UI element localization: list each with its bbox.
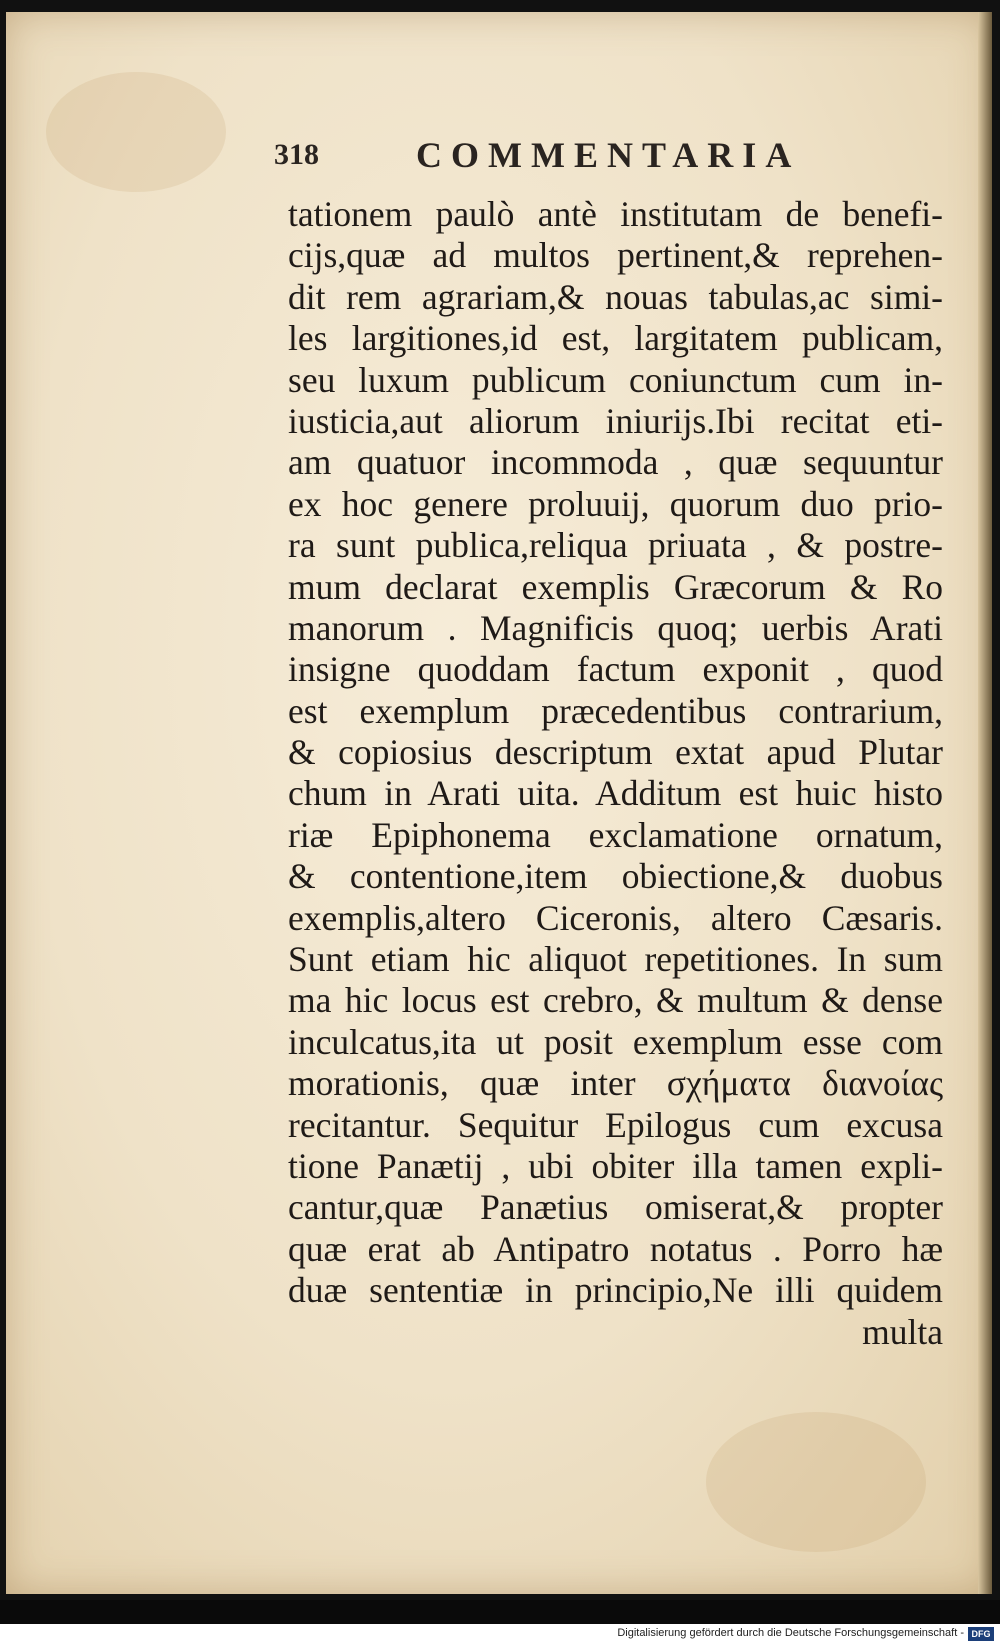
text-line: les largitiones,id est, largitatem publicam, — [288, 318, 943, 359]
text-line: manorum . Magnificis quoq; uerbis Arati — [288, 607, 943, 648]
text-line: recitantur. Sequitur Epilogus cum excusa — [288, 1104, 943, 1145]
page-header — [274, 134, 874, 174]
text-line: est exemplum præcedentibus contrarium, — [288, 690, 943, 731]
text-line: duæ sententiæ in principio,Ne illi quidem — [288, 1270, 943, 1311]
text-line: quæ erat ab Antipatro notatus . Porro hæ — [288, 1228, 943, 1269]
paper-stain — [706, 1412, 926, 1552]
text-line: Sunt etiam hic aliquot repetitiones. In sum — [288, 939, 943, 980]
text-line: am quatuor incommoda , quæ sequuntur — [288, 442, 943, 483]
text-line: riæ Epiphonema exclamatione ornatum, — [288, 814, 943, 855]
book-page — [6, 12, 992, 1594]
text-line: tationem paulò antè institutam de benefi- — [288, 194, 943, 234]
running-title: COMMENTARIA — [416, 135, 801, 175]
body-text — [288, 194, 943, 1353]
funding-note: Digitalisierung gefördert durch die Deutsche Forschungsgemeinschaft - — [617, 1627, 964, 1639]
dfg-logo-icon: DFG — [968, 1627, 994, 1641]
text-line: cantur,quæ Panætius omiserat,& propter — [288, 1187, 943, 1228]
text-line: chum in Arati uita. Additum est huic histo — [288, 773, 943, 814]
paper-stain — [46, 72, 226, 192]
text-line: cijs,quæ ad multos pertinent,& reprehen- — [288, 235, 943, 276]
text-line: seu luxum publicum coniunctum cum in- — [288, 359, 943, 400]
text-line: & copiosius descriptum extat apud Plutar — [288, 732, 943, 773]
text-line: ex hoc genere proluuij, quorum duo prio- — [288, 483, 943, 524]
page-number: 318 — [274, 138, 319, 171]
footer-bar — [0, 1624, 1000, 1644]
text-line: morationis, quæ inter σχήματα διανοίας — [288, 1063, 943, 1104]
text-line: ra sunt publica,reliqua priuata , & postre- — [288, 525, 943, 566]
text-line: & contentione,item obiectione,& duobus — [288, 856, 943, 897]
text-line: tione Panætij , ubi obiter illa tamen expli- — [288, 1145, 943, 1186]
text-line: inculcatus,ita ut posit exemplum esse com — [288, 1021, 943, 1062]
text-line: dit rem agrariam,& nouas tabulas,ac simi- — [288, 276, 943, 317]
catchword: multa — [862, 1311, 943, 1352]
text-line: iusticia,aut aliorum iniurijs.Ibi recitat eti- — [288, 400, 943, 441]
text-line: ma hic locus est crebro, & multum & dense — [288, 980, 943, 1021]
text-line: insigne quoddam factum exponit , quod — [288, 649, 943, 690]
scan-border — [0, 1600, 1000, 1624]
text-line: exemplis,altero Ciceronis, altero Cæsaris. — [288, 897, 943, 938]
text-line: mum declarat exemplis Græcorum & Ro — [288, 566, 943, 607]
page-edge — [978, 12, 992, 1594]
